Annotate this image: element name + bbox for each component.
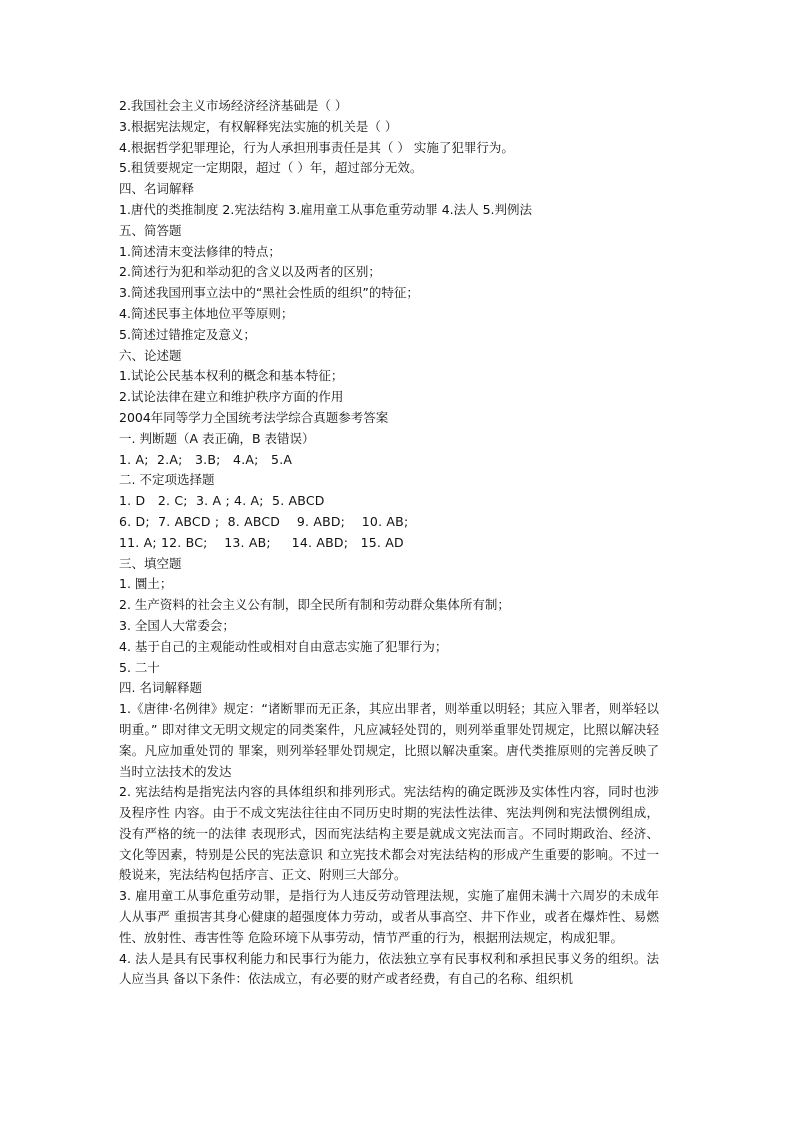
- short-question-3: 3.简述我国刑事立法中的“黑社会性质的组织”的特征；: [119, 285, 419, 301]
- short-question-5: 5.简述过错推定及意义；: [119, 326, 256, 342]
- essay-question-2: 2.试论法律在建立和维护秩序方面的作用: [119, 389, 344, 405]
- short-question-4: 4.简述民事主体地位平等原则；: [119, 305, 294, 321]
- answer-3-line-4: 4. 基于自己的主观能动性或相对自由意志实施了犯罪行为；: [119, 638, 448, 654]
- answer-4-title: 四. 名词解释题: [119, 680, 202, 696]
- answer-key-title: 2004年同等学力全国统考法学综合真题参考答案: [119, 409, 389, 425]
- essay-question-1: 1.试论公民基本权利的概念和基本特征；: [119, 368, 344, 384]
- answer-3-line-2: 2. 生产资料的社会主义公有制，即全民所有制和劳动群众集体所有制；: [119, 597, 510, 613]
- document-page: [119, 96, 659, 990]
- section-4-title: 四、名词解释: [119, 181, 195, 197]
- answer-4-paragraph-4: 4. 法人是具有民事权利能力和民事行为能力，依法独立享有民事权利和承担民事义务的组织。法人应当具 备以下条件：依法成立，有必要的财产或者经费，有自己的名称、组织机: [119, 950, 659, 987]
- answer-3-title: 三、填空题: [119, 555, 182, 571]
- section-6-title: 六、论述题: [119, 347, 182, 363]
- short-question-1: 1.简述清末变法修律的特点；: [119, 243, 281, 259]
- section-4-items: 1.唐代的类推制度 2.宪法结构 3.雇用童工从事危重劳动罪 4.法人 5.判例法: [119, 201, 533, 217]
- fill-question-5: 5.租赁要规定一定期限，超过（ ）年，超过部分无效。: [119, 160, 423, 176]
- answer-2-line-1: 1. D 2. C; 3. A ; 4. A; 5. ABCD: [119, 493, 325, 509]
- answer-2-line-2: 6. D; 7. ABCD ; 8. ABCD 9. ABD; 10. AB;: [119, 513, 409, 529]
- answer-4-paragraph-2: 2. 宪法结构是指宪法内容的具体组织和排列形式。宪法结构的确定既涉及实体性内容，同时也涉及程序性 内容。由于不成文宪法往往由不同历史时期的宪法性法律、宪法判例和宪法惯例组成，没有严格的统一的法律 表现形式，因而宪法结构主要是就成文宪法而言。不同时期政治、经济、文化等因素，特别是公民的宪法意识 和立宪技术都会对宪法结构的形成产生重要的影响。不过一般说来，宪法结构包括序言、正文、附则三大部分。: [119, 784, 659, 883]
- fill-question-2: 2.我国社会主义市场经济经济基础是（ ）: [119, 98, 348, 113]
- short-question-2: 2.简述行为犯和举动犯的含义以及两者的区别；: [119, 264, 381, 280]
- section-5-title: 五、简答题: [119, 222, 182, 238]
- answer-3-line-3: 3. 全国人大常委会；: [119, 617, 235, 633]
- answer-3-line-5: 5. 二十: [119, 659, 160, 675]
- answer-4-paragraph-1: 1.《唐律·名例律》规定：“诸断罪而无正条，其应出罪者，则举重以明轻；其应入罪者，则举轻以明重。” 即对律文无明文规定的同类案件，凡应减轻处罚的，则列举重罪处罚规定，比照以解决轻案。凡应加重处罚的 罪案，则列举轻罪处罚规定，比照以解决重案。唐代类推原则的完善反映了当时立法技术的发达: [119, 701, 659, 779]
- fill-question-3: 3.根据宪法规定，有权解释宪法实施的机关是（ ）: [119, 118, 398, 134]
- answer-2-line-3: 11. A; 12. BC; 13. AB; 14. ABD; 15. AD: [119, 534, 404, 550]
- answer-4-paragraph-3: 3. 雇用童工从事危重劳动罪，是指行为人违反劳动管理法规，实施了雇佣未满十六周岁的未成年人从事严 重损害其身心健康的超强度体力劳动，或者从事高空、井下作业，或者在爆炸性、易燃性、放射性、毒害性等 危险环境下从事劳动，情节严重的行为，根据刑法规定，构成犯罪。: [119, 888, 659, 945]
- fill-question-4: 4.根据哲学犯罪理论，行为人承担刑事责任是其（ ） 实施了犯罪行为。: [119, 139, 514, 155]
- answer-1-line: 1. A; 2.A; 3.B; 4.A; 5.A: [119, 451, 293, 467]
- answer-1-title: 一. 判断题（A 表正确，B 表错误）: [119, 430, 315, 446]
- answer-2-title: 二. 不定项选择题: [119, 472, 215, 488]
- answer-3-line-1: 1. 圜土；: [119, 576, 173, 592]
